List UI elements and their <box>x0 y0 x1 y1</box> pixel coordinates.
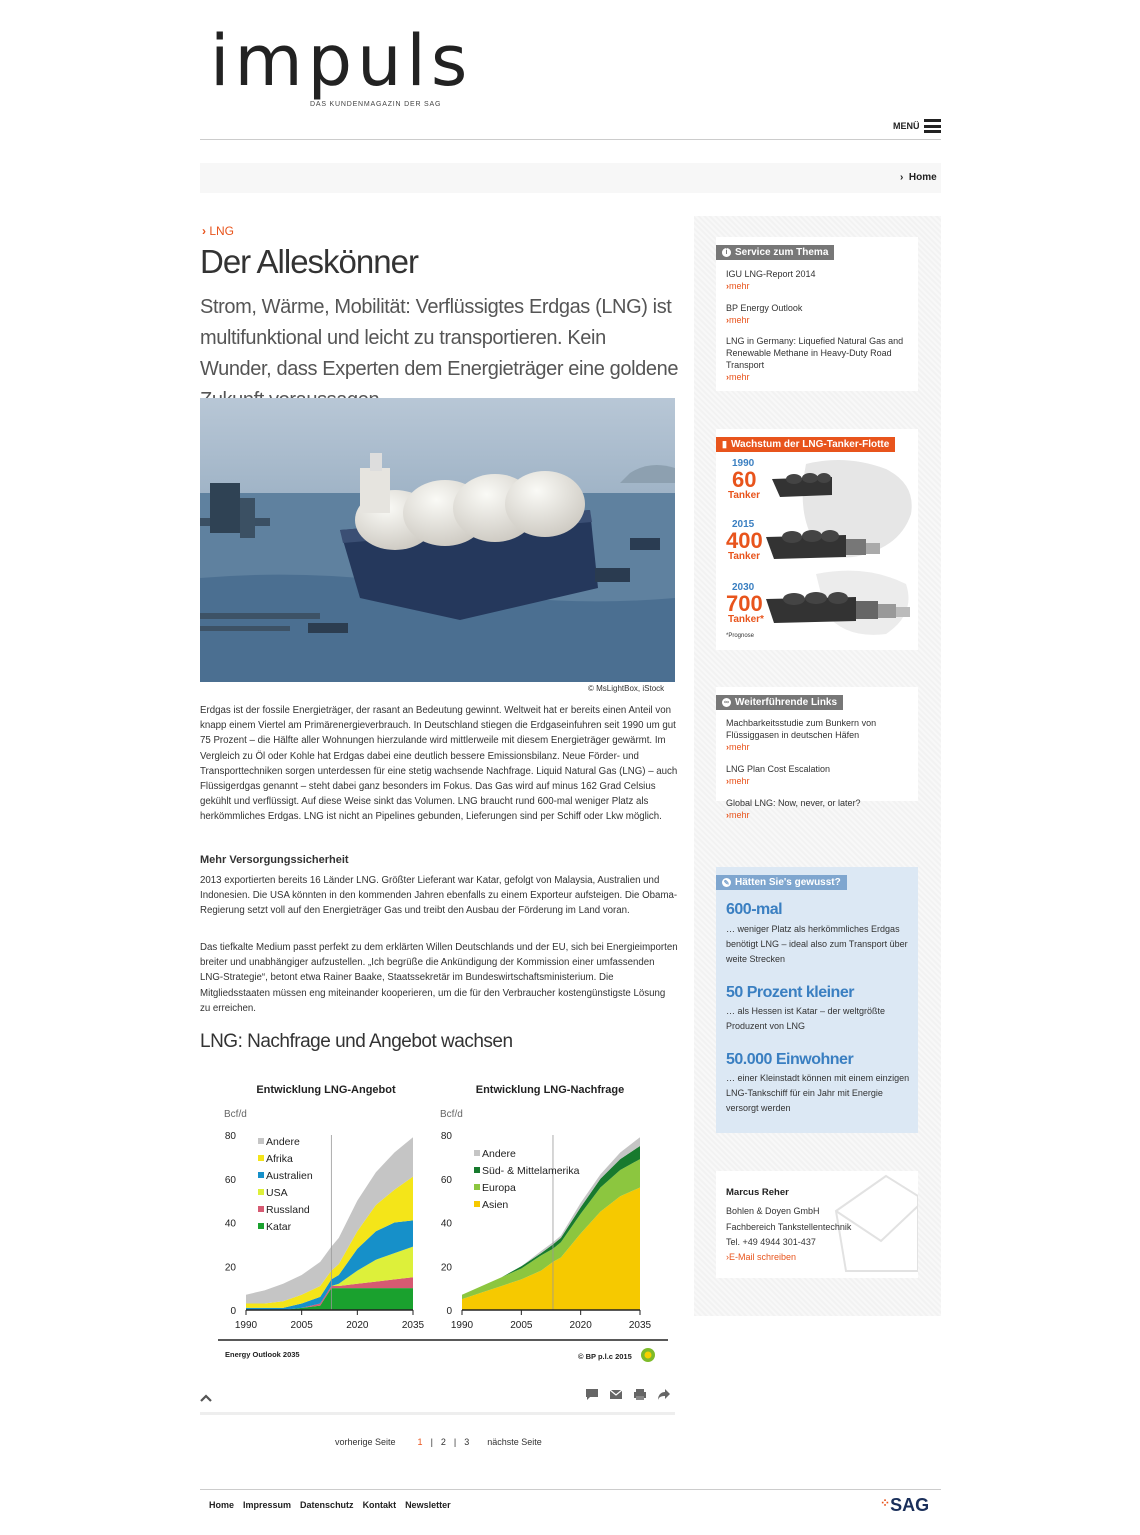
y-tick-label: 20 <box>440 1262 452 1274</box>
tanker-unit: Tanker <box>728 490 761 501</box>
prev-page-link[interactable]: vorherige Seite <box>335 1437 396 1447</box>
more-link[interactable]: › mehr <box>726 314 911 326</box>
legend-swatch <box>474 1167 480 1173</box>
mail-icon[interactable] <box>609 1388 623 1401</box>
paperclip-icon: ✎ <box>723 879 730 887</box>
article-lead: Strom, Wärme, Mobilität: Verflüssigtes Erdgas (LNG) ist multifunktional und leicht zu transportieren. Kein Wunder, dass Experten dem Energieträger eine goldene <box>200 296 679 380</box>
header-divider <box>200 139 941 140</box>
service-box-title: Service zum Thema <box>735 247 829 258</box>
tanker-count-60: 60 <box>732 467 757 492</box>
print-icon[interactable] <box>633 1388 647 1401</box>
legend-entry: Afrika <box>266 1153 293 1165</box>
more-link[interactable]: › mehr <box>726 280 911 292</box>
footer-link-impressum[interactable]: Impressum <box>243 1500 292 1510</box>
article-paragraph-2: 2013 exportierten bereits 16 Länder LNG. Größter Lieferant war Katar, gefolgt von Malaysia, Australien und Indonesien. Die USA könnten in den kommenden Jahren ebenfalls zu einem Exporteur aufsteigen. Die Obama-Regierung setzt voll auf den Energieträger Gas und treibt den Ausbau der Förderung im Land voran. <box>200 875 678 917</box>
y-tick-label: 80 <box>440 1131 452 1142</box>
bar-chart-icon: ▮ <box>722 439 727 449</box>
fact-number: 50 Prozent kleiner <box>726 984 854 1001</box>
legend-swatch <box>258 1155 264 1161</box>
more-link[interactable]: › mehr <box>726 741 911 753</box>
kicker-label: LNG <box>209 224 235 238</box>
legend-swatch <box>258 1206 264 1212</box>
x-tick-label: 2035 <box>628 1320 652 1331</box>
share-toolbar <box>585 1388 671 1401</box>
tanker-unit: Tanker* <box>728 614 764 625</box>
y-tick-label: 60 <box>224 1174 236 1186</box>
contact-department: Fachbereich Tankstellentechnik <box>726 1222 852 1232</box>
legend-entry: USA <box>266 1187 288 1199</box>
contact-email-link[interactable] <box>726 1252 796 1262</box>
y-tick-label: 40 <box>440 1218 452 1230</box>
fact-number: 50.000 Einwohner <box>726 1051 854 1068</box>
contact-name: Marcus Reher <box>726 1187 789 1198</box>
tanker-footnote: *Prognose <box>726 633 755 639</box>
legend-entry: Andere <box>482 1148 516 1160</box>
chevron-right-icon: › <box>900 172 904 183</box>
legend-entry: Süd- & Mittelamerika <box>482 1165 580 1177</box>
tanker-fleet-box <box>716 429 918 650</box>
x-tick-label: 2005 <box>510 1320 533 1331</box>
bp-logo-center <box>645 1352 652 1359</box>
x-tick-label: 1990 <box>234 1320 258 1331</box>
y-tick-label: 0 <box>446 1306 452 1317</box>
legend-swatch <box>258 1138 264 1144</box>
facts-box <box>716 867 918 1133</box>
share-icon[interactable] <box>657 1388 671 1401</box>
chart-copyright: © BP p.l.c 2015 <box>578 1352 632 1361</box>
y-tick-label: 40 <box>224 1218 236 1230</box>
page-separator: | <box>453 1437 457 1447</box>
link-item[interactable]: Machbarkeitsstudie zum Bunkern von Flüssiggasen in deutschen Häfen › mehr <box>726 717 911 753</box>
x-tick-label: 2020 <box>569 1320 592 1331</box>
pagination <box>335 1437 542 1447</box>
tanker-year-1990: 1990 <box>732 458 755 469</box>
service-item[interactable]: BP Energy Outlook › mehr <box>726 302 911 326</box>
contact-phone[interactable]: Tel. +49 4944 301-437 <box>726 1237 816 1247</box>
tanker-box-header <box>716 437 895 452</box>
info-icon: i <box>722 248 731 257</box>
y-tick-label: 0 <box>230 1306 236 1317</box>
legend-swatch <box>258 1189 264 1195</box>
fact-number: 600-mal <box>726 901 783 918</box>
legend-swatch <box>474 1201 480 1207</box>
y-tick-label: 60 <box>440 1174 452 1186</box>
breadcrumb-home[interactable] <box>900 172 937 183</box>
facts-box-title: Hätten Sie's gewusst? <box>735 877 841 888</box>
tanker-year-2030: 2030 <box>732 582 755 593</box>
article-kicker[interactable] <box>202 224 234 238</box>
scroll-top-button[interactable] <box>200 1390 212 1408</box>
article-paragraph-1: Erdgas ist der fossile Energieträger, der rasant an Bedeutung gewinnt. Weltweit hat er bereits einen Anteil von knapp einem Viertel am Primärenergieverbrauch. In Deutschland stiegen die Erdgaseinfuhren seit 1990 um gut 75 Prozent – die Hälfte aller Wohnungen hierzulande wird mittlerweile mit diesem Energieträger gewärmt. Im Vergleich zu Öl oder Kohle hat Erdgas dabei eine deutlich bessere Emissionsbilanz. Neue Förder- und Transporttechniken sorgen unterdessen für eine stetig wachsende Nachfrage. Liquid Natural Gas (LNG) – auch Flüssigerdgas genannt – steht dabei ganz besonders im Fokus. Das Gas wird auf minus 162 Grad Celsius gekühlt und verflüssigt. Auf diese Weise sinkt das Volumen. LNG braucht rund 600-mal weniger Platz als herkömmliches Erdgas. LNG ist nicht an Pipelines gebunden, Lieferungen sind per Schiff oder Lkw möglich. <box>200 705 678 823</box>
legend-swatch <box>474 1184 480 1190</box>
y-axis-label: Bcf/d <box>440 1109 463 1120</box>
next-page-link[interactable]: nächste Seite <box>487 1437 542 1447</box>
links-box-header <box>716 695 843 710</box>
menu-button[interactable] <box>893 119 941 133</box>
hamburger-icon <box>924 119 941 133</box>
legend-swatch <box>258 1223 264 1229</box>
legend-swatch <box>258 1172 264 1178</box>
more-link[interactable]: › mehr <box>726 775 911 787</box>
fact-text: … einer Kleinstadt können mit einem einzigen LNG-Tankschiff für ein Jahr mit Energie versorgt werden <box>726 1073 910 1113</box>
logo-subtitle: DAS KUNDENMAGAZIN DER SAG <box>310 101 442 108</box>
footer-divider <box>200 1489 941 1490</box>
x-tick-label: 2020 <box>346 1320 369 1331</box>
breadcrumb <box>200 163 941 193</box>
site-logo[interactable]: impuls <box>210 20 473 102</box>
contact-email-label: E-Mail schreiben <box>729 1252 797 1262</box>
link-item[interactable]: LNG Plan Cost Escalation › mehr <box>726 763 911 787</box>
sag-logo-text: SAG <box>890 1495 930 1515</box>
service-box <box>716 237 918 391</box>
photo-credit: © MsLightBox, iStock <box>588 684 665 693</box>
footer-link-datenschutz[interactable]: Datenschutz <box>300 1500 354 1510</box>
page-separator: | <box>430 1437 433 1447</box>
legend-entry: Asien <box>482 1199 509 1211</box>
tanker-year-2015: 2015 <box>732 519 755 530</box>
y-tick-label: 80 <box>224 1131 236 1142</box>
lng-charts <box>218 1072 668 1374</box>
page-link-1[interactable]: 1 <box>417 1437 423 1447</box>
fact-text: … weniger Platz als herkömmliches Erdgas benötigt LNG – ideal also zum Transport über weite Strecken <box>726 924 908 964</box>
x-tick-label: 2035 <box>401 1320 425 1331</box>
links-box-title: Weiterführende Links <box>735 697 838 708</box>
more-link[interactable]: › mehr <box>726 371 911 383</box>
chart-source: Energy Outlook 2035 <box>225 1350 300 1359</box>
legend-entry: Russland <box>266 1204 310 1216</box>
service-item[interactable]: LNG in Germany: Liquefied Natural Gas and Renewable Methane in Heavy-Duty Road Transport › mehr <box>726 335 911 383</box>
tanker-count-400: 400 <box>726 528 763 553</box>
y-tick-label: 20 <box>224 1262 236 1274</box>
service-item[interactable]: IGU LNG-Report 2014 › mehr <box>726 268 911 292</box>
menu-label: MENÜ <box>893 121 920 131</box>
article-paragraph-3: Das tiefkalte Medium passt perfekt zu dem erklärten Willen Deutschlands und der EU, sich bei Energieimporten breiter und unabhängiger aufzustellen. „Ich begrüße die Ankündigung der Kommission einer umfassenden LNG-Strategie“, betont etwa Rainer Baake, Staatssekretär im Bundeswirtschaftsministerium. Die Mitgliedsstaaten müssen eng miteinander kooperieren, um die für den Verbraucher kostengünstigste Lösung zu erreichen. <box>200 942 678 1014</box>
facts-box-header <box>716 875 847 890</box>
section-heading: Mehr Versorgungssicherheit <box>200 854 349 866</box>
more-link[interactable]: › mehr <box>726 809 911 821</box>
service-box-header <box>716 245 834 260</box>
footer-link-kontakt[interactable]: Kontakt <box>362 1500 397 1510</box>
link-icon: ∞ <box>724 699 729 706</box>
legend-entry: Katar <box>266 1221 292 1233</box>
x-tick-label: 1990 <box>450 1320 474 1331</box>
footer-link-home[interactable]: Home <box>209 1500 235 1510</box>
link-item[interactable]: Global LNG: Now, never, or later? › mehr <box>726 797 911 821</box>
sag-dots-icon: ⁘ <box>880 1496 891 1510</box>
tanker-ship-icon <box>766 587 916 625</box>
actions-divider <box>200 1412 675 1415</box>
legend-swatch <box>474 1150 480 1156</box>
chevron-right-icon: › <box>202 224 206 238</box>
charts-svg <box>218 1072 668 1374</box>
tanker-count-700: 700 <box>726 591 763 616</box>
sag-logo[interactable] <box>880 1495 929 1516</box>
links-box <box>716 687 918 820</box>
chart-title: Entwicklung LNG-Nachfrage <box>475 1084 625 1096</box>
tanker-unit: Tanker <box>728 551 761 562</box>
chevron-up-icon <box>200 1393 212 1403</box>
tanker-ship-icon <box>772 469 852 499</box>
chart-section-title: LNG: Nachfrage und Angebot wachsen <box>200 1031 513 1052</box>
footer-nav <box>209 1500 451 1510</box>
chevron-right-icon: › <box>726 1252 729 1262</box>
page-link-3[interactable]: 3 <box>464 1437 470 1447</box>
page-link-2[interactable]: 2 <box>440 1437 446 1447</box>
fact-text: … als Hessen ist Katar – der weltgrößte Produzent von LNG <box>726 1006 886 1031</box>
chart-title: Entwicklung LNG-Angebot <box>256 1084 396 1096</box>
legend-entry: Andere <box>266 1136 300 1148</box>
legend-entry: Europa <box>482 1182 516 1194</box>
tanker-box-title: Wachstum der LNG-Tanker-Flotte <box>730 439 890 450</box>
x-tick-label: 2005 <box>290 1320 313 1331</box>
lng-tanker-photo <box>200 398 675 682</box>
contact-box <box>716 1171 918 1278</box>
legend-entry: Australien <box>266 1170 313 1182</box>
comment-icon[interactable] <box>585 1388 599 1401</box>
breadcrumb-home-label: Home <box>908 172 937 183</box>
article-title: Der Alleskönner <box>200 243 418 280</box>
tanker-ship-icon <box>766 525 886 561</box>
contact-company: Bohlen & Doyen GmbH <box>726 1206 820 1216</box>
y-axis-label: Bcf/d <box>224 1109 247 1120</box>
footer-link-newsletter[interactable]: Newsletter <box>405 1500 451 1510</box>
